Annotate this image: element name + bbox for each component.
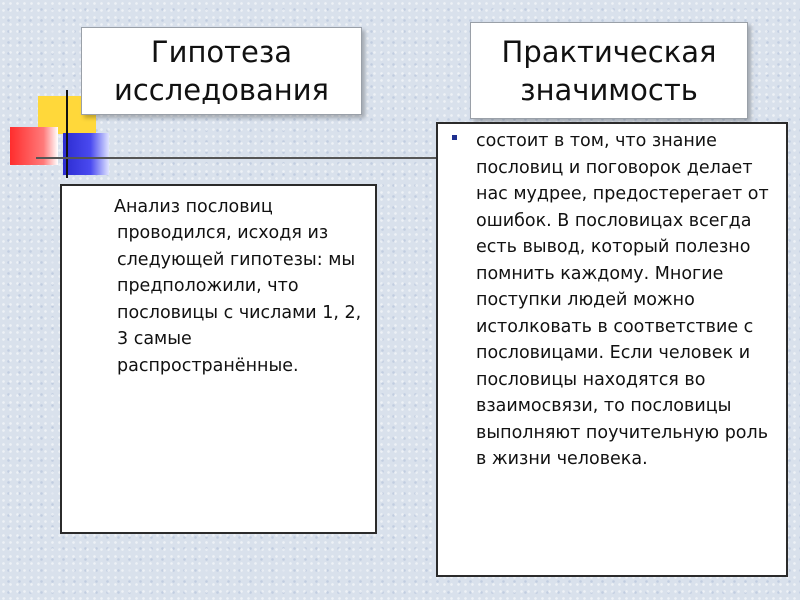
left-title-box <box>81 27 362 115</box>
hypothesis-text: проводился, исходя из следующей гипотезы: мы предположили, что пословицы с числами 1, 2, 3 самые распространённые. <box>117 223 362 376</box>
significance-text: состоит в том, что знание пословиц и поговорок делает нас мудрее, предостерегает от ошибок. В пословицах всегда есть вывод, который полезно помнить каждому. Многие поступки людей можно истолковать в соответствие с пословицами. Если человек и пословицы находятся во взаимосвязи, то пословицы выполняют поучительную роль в жизни человека. <box>476 131 769 469</box>
decor-horizontal-line <box>36 157 460 159</box>
decor-red-square <box>10 127 58 165</box>
hypothesis-text-box <box>60 184 377 534</box>
decor-blue-square <box>63 133 109 175</box>
right-title-box <box>470 22 748 119</box>
left-title-line1: Гипотеза <box>150 35 293 69</box>
significance-text-box <box>436 122 788 577</box>
left-title-line2: исследования <box>113 73 330 107</box>
right-title-line2: значимость <box>520 72 698 107</box>
hypothesis-first-line: Анализ пословиц <box>114 197 273 217</box>
bullet-square-icon <box>452 135 457 140</box>
right-title-line1: Практическая <box>501 34 717 69</box>
decor-vertical-line <box>66 90 68 178</box>
